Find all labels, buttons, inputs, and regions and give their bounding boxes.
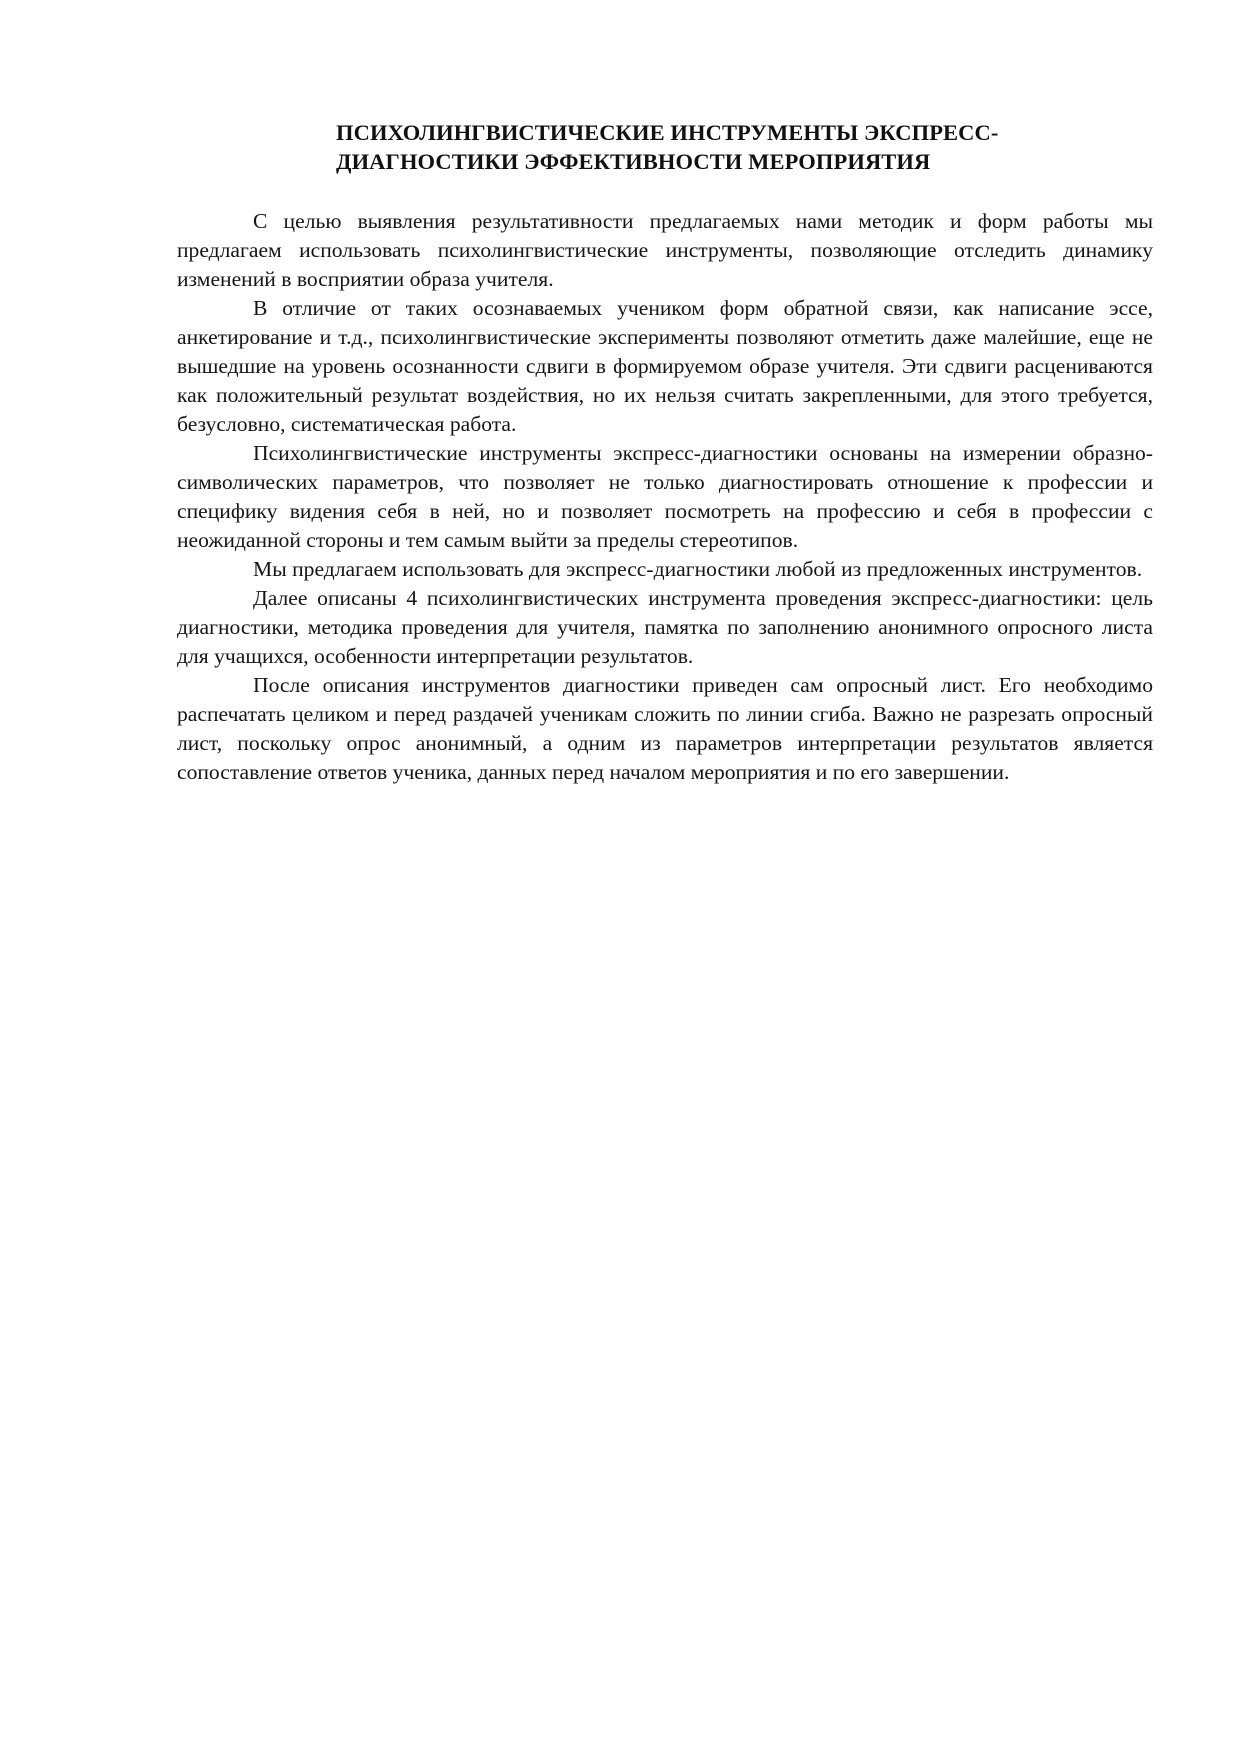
paragraph-purpose: С целью выявления результативности предлагаемых нами методик и форм работы мы предлагаем использовать психолингвистические инструменты, позволяющие отследить динамику изменений в восприятии образа учителя. (177, 209, 1153, 291)
paragraph-questionnaire: После описания инструментов диагностики приведен сам опросный лист. Его необходимо распечатать целиком и перед раздачей ученикам сложить по линии сгиба. Важно не разрезать опросный лист, поскольку опрос анонимный, а одним из параметров интерпретации результатов является сопоставление ответов ученика, данных перед началом мероприятия и по его завершении. (177, 673, 1153, 784)
paragraph-usage-suggestion: Мы предлагаем использовать для экспресс-диагностики любой из предложенных инструментов. (253, 557, 1143, 581)
document-title (336, 118, 1116, 176)
document-title-line-2: ДИАГНОСТИКИ ЭФФЕКТИВНОСТИ МЕРОПРИЯТИЯ (336, 149, 931, 174)
document-body (177, 207, 1153, 787)
document-title-line-1: ПСИХОЛИНГВИСТИЧЕСКИЕ ИНСТРУМЕНТЫ ЭКСПРЕСС- (336, 120, 999, 145)
paragraph-instruments-list: Далее описаны 4 психолингвистических инструмента проведения экспресс-диагностики: цель диагностики, методика проведения для учителя, памятка по заполнению анонимного опросного листа для учащихся, особенности интерпретации результатов. (177, 586, 1153, 668)
paragraph-instruments-basis: Психолингвистические инструменты экспресс-диагностики основаны на измерении образно-символических параметров, что позволяет не только диагностировать отношение к профессии и специфику видения себя в ней, но и позволяет посмотреть на профессию и себя в профессии с неожиданной стороны и тем самым выйти за пределы стереотипов. (177, 441, 1153, 552)
paragraph-feedback-forms: В отличие от таких осознаваемых учеником форм обратной связи, как написание эссе, анкетирование и т.д., психолингвистические эксперименты позволяют отметить даже малейшие, еще не вышедшие на уровень осознанности сдвиги в формируемом образе учителя. Эти сдвиги расцениваются как положительный результат воздействия, но их нельзя считать закрепленными, для этого требуется, безусловно, систематическая работа. (177, 296, 1153, 436)
